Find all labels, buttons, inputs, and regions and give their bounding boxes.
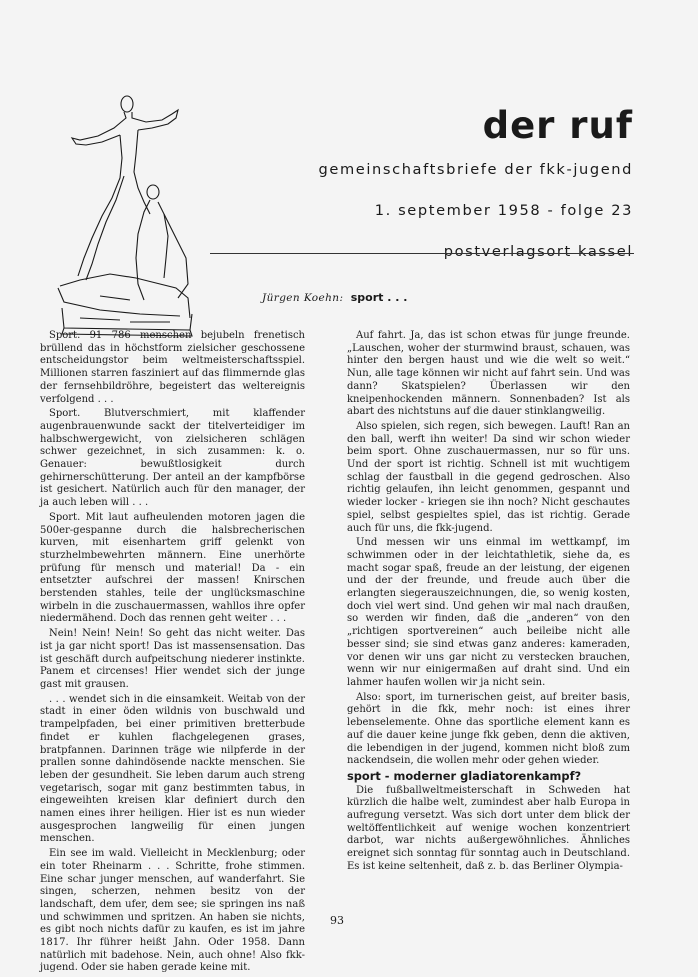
article-byline — [262, 291, 407, 304]
article-author: Jürgen Koehn: — [262, 292, 344, 304]
paragraph: Die fußballweltmeisterschaft in Schweden hat kürzlich die halbe welt, zumindest aber halb Europa in aufregung versetzt. Was sich dort unter dem blick der weltöffentlichkeit auf wenige wochen konzentriert darbot, war nichts außergewöhnliches. Ähnliches ereignet sich sonntag für sonntag auch in Deutschland. Es ist keine seltenheit, daß z. b. das Berliner Olympia- — [347, 784, 630, 872]
issue-date: 1. september 1958 - folge 23 — [374, 202, 633, 219]
left-column — [40, 330, 305, 977]
paragraph: Ein see im wald. Vielleicht in Mecklenburg; oder ein toter Rheinarm . . . Schritte, frohe stimmen. Eine schar junger menschen, auf wanderfahrt. Sie singen, scherzen, nehmen besitz von der landschaft, dem ufer, dem see; sie springen ins naß und schwimmen und spritzen. An haben sie nichts, es gibt noch nichts dafür zu kaufen, es ist im jahre 1817. Ihr führer heißt Jahn. Oder 1958. Dann natürlich mit badehose. Nein, auch ohne! Also fkk-jugend. Oder sie haben gerade keine mit. — [40, 848, 305, 974]
page-number: 93 — [330, 914, 344, 927]
publication-title: der ruf — [482, 104, 633, 147]
paragraph: Also: sport, im turnerischen geist, auf breiter basis, gehört in die fkk, mehr noch: ist eines ihrer lebenselemente. Ohne das sportliche element kann es auf die dauer keine junge fkk geben, denn die aktiven, die lebendigen in der jugend, kommen nicht bloß zum nackendsein, die wollen mehr oder gehen wieder. — [347, 691, 630, 767]
article-title: sport . . . — [350, 291, 408, 304]
paragraph: Nein! Nein! Nein! So geht das nicht weiter. Das ist ja gar nicht sport! Das ist massensensation. Das ist geschäft durch aufpeitschung niederer instinkte. Panem et circenses! Hier wendet sich der junge gast mit grausen. — [40, 628, 305, 690]
paragraph: Auf fahrt. Ja, das ist schon etwas für junge freunde. „Lauschen, woher der sturmwind braust, schauen, was hinter den bergen haust und wie die welt so weit.“ Nun, alle tage können wir nicht auf fahrt sein. Und was dann? Skatspielen? Überlassen wir den kneipenhockenden männern. Sonnenbaden? Ist als abart des nichtstuns auf die dauer stinklangweilig. — [347, 330, 630, 418]
paragraph: Und messen wir uns einmal im wettkampf, im schwimmen oder in der leichtathletik, siehe da, es macht sogar spaß, freude an der leistung, der eigenen und der der freunde, und freude auch über die erlangten siegerauszeichnungen, die, so wenig kosten, doch viel wert sind. Und gehen wir mal nach draußen, so werden wir finden, daß die „anderen“ von den „richtigen sportvereinen“ auch beileibe nicht alle besser sind; sie sind etwas ganz anderes: kameraden, vor denen wir uns gar nicht zu verstecken brauchen, wenn wir nur einigermaßen auf draht sind. Und ein lahmer haufen wollen wir ja nicht sein. — [347, 537, 630, 688]
postal-location: postverlagsort kassel — [443, 243, 633, 260]
paragraph: Sport. Blutverschmiert, mit klaffender augenbrauenwunde sackt der titelverteidiger im halbschwergewicht, von zielsicheren schlägen schwer gezeichnet, in sich zusammen: k. o. Genauer: bewußtlosigkeit durch gehirnerschütterung. Der anteil an der kampfbörse ist gesichert. Natürlich auch für den manager, der ja auch leben will . . . — [40, 408, 305, 509]
section-heading: sport - moderner gladiatorenkampf? — [347, 768, 582, 783]
right-column — [347, 330, 630, 876]
publication-subtitle: gemeinschaftsbriefe der fkk-jugend — [318, 161, 633, 178]
paragraph: Sport. 91 786 menschen bejubeln frenetisch brüllend das in höchstform zielsicher geschossene entscheidungstor beim weltmeisterschaftsspiel. Millionen starren fasziniert auf das flimmernde glas der fernsehbildröhre, begeistert das weltereignis verfolgend . . . — [40, 330, 305, 405]
statue-illustration — [40, 88, 210, 344]
paragraph: Also spielen, sich regen, sich bewegen. Lauft! Ran an den ball, werft ihn weiter! Da sind wir schon wieder beim sport. Ohne zuschauermassen, nur so für uns. Und der sport ist richtig. Schnell ist mit wuchtigem schlag der faustball in die gegend gedroschen. Also richtig gelaufen, ihn leicht genommen, gespannt und wieder locker - kriegen sie ihn noch? Nicht geschautes spiel, selbst gespieltes spiel, das ist richtig. Gerade auch für uns, die fkk-jugend. — [347, 420, 630, 534]
masthead-divider — [210, 253, 634, 254]
paragraph: Sport. Mit laut aufheulenden motoren jagen die 500er-gespanne durch die halsbrecherischen kurven, mit eisenhartem griff gelenkt von sturzhelmbewehrten männern. Eine unerhörte prüfung für mensch und material! Da - ein entsetzter aufschrei der massen! Knirschen berstenden stahles, teile der unglücksmaschine wirbeln in die zuschauermassen, wahllos ihre opfer niedermähend. Doch das rennen geht weiter . . . — [40, 511, 305, 625]
paragraph: . . . wendet sich in die einsamkeit. Weitab von der stadt in einer öden wildnis von buschwald und trampelpfaden, bei einer primitiven bretterbude findet er kuhlen flachgelegenen grases, bratpfannen. Darinnen träge wie nilpferde in der prallen sonne dahindösende nackte menschen. Sie leben der gesundheit. Sie leben darum auch streng vegetarisch, sogar mit ganz bestimmten tabus, in eingeweihten kreisen klar definiert durch den namen eines ihrer heiligen. Hier ist es nun wieder ausgesprochen langweilig für einen jungen menschen. — [40, 693, 305, 845]
masthead — [319, 105, 633, 284]
